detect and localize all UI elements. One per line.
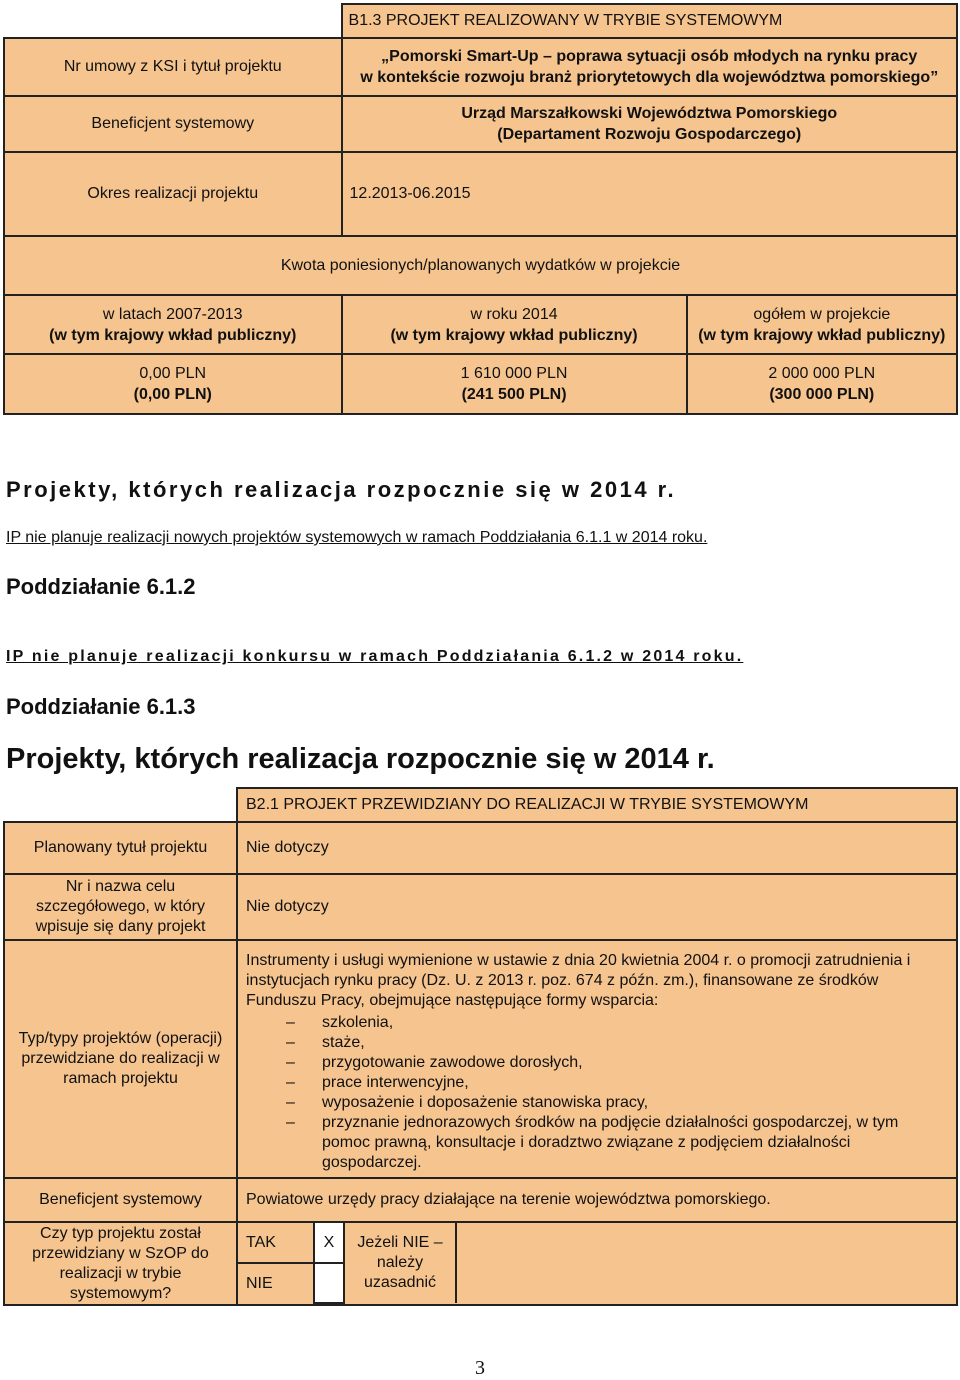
szop-options-cell — [237, 1222, 957, 1305]
project-types-value — [237, 940, 957, 1178]
amount-public: (241 500 PLN) — [461, 386, 567, 403]
b13-empty-corner — [4, 4, 342, 38]
expenses-title: Kwota poniesionych/planowanych wydatków w projekcie — [4, 236, 957, 295]
option-yes-label: TAK — [238, 1223, 314, 1263]
amount: 1 610 000 PLN — [460, 365, 568, 382]
b13-title: B1.3 PROJEKT REALIZOWANY W TRYBIE SYSTEMOWYM — [342, 4, 957, 38]
amount-public: (300 000 PLN) — [769, 386, 875, 403]
if-no-note: Jeżeli NIE – należy uzasadnić — [344, 1223, 456, 1303]
label-beneficiary-systemic: Beneficjent systemowy — [4, 1178, 237, 1222]
col-header-line: w roku 2014 — [470, 305, 558, 323]
col-2007-2013-header — [4, 295, 342, 354]
col-total-value — [687, 354, 957, 414]
list-item: – przygotowanie zawodowe dorosłych, — [246, 1053, 946, 1073]
project-title-line2: w kontekście rozwoju branż priorytetowych dla województwa pomorskiego” — [360, 69, 939, 86]
planned-title-value: Nie dotyczy — [237, 822, 957, 874]
section2-heading: Poddziałanie 6.1.2 — [6, 574, 196, 599]
label-planned-title: Planowany tytuł projektu — [4, 822, 237, 874]
project-b21-table — [3, 787, 958, 1306]
list-item: – prace interwencyjne, — [246, 1073, 946, 1093]
col-2014-value — [342, 354, 687, 414]
label-contract: Nr umowy z KSI i tytuł projektu — [4, 38, 342, 96]
col-header-sub: (w tym krajowy wkład publiczny) — [698, 326, 946, 344]
types-intro: Instrumenty i usługi wymienione w ustawie z dnia 20 kwietnia 2004 r. o promocji zatrudnienia i instytucjach rynku pracy (Dz. U. z 2013 r. poz. 674 z późn. zm.), finansowane ze środków Funduszu Pracy, obejmujące następujące formy wsparcia: — [246, 952, 911, 1009]
project-title-line1: „Pomorski Smart-Up – poprawa sytuacji osób młodych na rynku pracy — [381, 48, 918, 65]
option-no-label: NIE — [238, 1263, 314, 1303]
b21-empty-corner — [4, 788, 237, 822]
col-header-sub: (w tym krajowy wkład publiczny) — [49, 326, 297, 344]
project-title-cell — [342, 38, 957, 96]
list-item: – szkolenia, — [246, 1013, 946, 1033]
list-item: – staże, — [246, 1033, 946, 1053]
label-period: Okres realizacji projektu — [4, 152, 342, 236]
section1-heading: Projekty, których realizacja rozpocznie się w 2014 r. — [6, 477, 677, 502]
detailed-goal-value: Nie dotyczy — [237, 874, 957, 940]
amount: 0,00 PLN — [139, 365, 207, 382]
amount: 2 000 000 PLN — [768, 365, 876, 382]
label-beneficiary: Beneficjent systemowy — [4, 96, 342, 152]
support-forms-list — [246, 1013, 946, 1173]
section2-note: IP nie planuje realizacji konkursu w ramach Poddziałania 6.1.2 w 2014 roku. — [6, 648, 744, 665]
label-szop: Czy typ projektu został przewidziany w SzOP do realizacji w trybie systemowym? — [4, 1222, 237, 1305]
page-number: 3 — [475, 1357, 485, 1379]
label-detailed-goal: Nr i nazwa celu szczegółowego, w który wpisuje się dany projekt — [4, 874, 237, 940]
col-total-header — [687, 295, 957, 354]
option-no-checkbox[interactable] — [314, 1263, 344, 1303]
beneficiary-systemic-value: Powiatowe urzędy pracy działające na terenie województwa pomorskiego. — [237, 1178, 957, 1222]
col-header-line: w latach 2007-2013 — [102, 305, 243, 323]
col-header-sub: (w tym krajowy wkład publiczny) — [390, 326, 638, 344]
col-2014-header — [342, 295, 687, 354]
beneficiary-line1: Urząd Marszałkowski Województwa Pomorskiego — [461, 105, 838, 122]
col-header-line: ogółem w projekcie — [753, 305, 891, 323]
section1-note: IP nie planuje realizacji nowych projektów systemowych w ramach Poddziałania 6.1.1 w 2014 roku. — [6, 529, 708, 546]
beneficiary-line2: (Departament Rozwoju Gospodarczego) — [497, 126, 802, 143]
list-item: – wyposażenie i doposażenie stanowiska pracy, — [246, 1093, 946, 1113]
period-value: 12.2013-06.2015 — [342, 152, 957, 236]
label-project-types: Typ/typy projektów (operacji) przewidziane do realizacji w ramach projektu — [4, 940, 237, 1178]
amount-public: (0,00 PLN) — [133, 386, 212, 403]
beneficiary-cell — [342, 96, 957, 152]
section3-heading: Poddziałanie 6.1.3 — [6, 694, 196, 719]
b21-title: B2.1 PROJEKT PRZEWIDZIANY DO REALIZACJI W TRYBIE SYSTEMOWYM — [237, 788, 957, 822]
project-b13-table — [3, 3, 958, 415]
section3-subheading: Projekty, których realizacja rozpocznie się w 2014 r. — [6, 743, 715, 775]
list-item: – przyznanie jednorazowych środków na podjęcie działalności gospodarczej, w tym pomoc prawną, konsultacje i doradztwo związane z podjęciem działalności gospodarczej. — [246, 1113, 946, 1173]
option-yes-checkbox[interactable]: X — [314, 1223, 344, 1263]
szop-options-table — [238, 1223, 457, 1304]
col-2007-2013-value — [4, 354, 342, 414]
